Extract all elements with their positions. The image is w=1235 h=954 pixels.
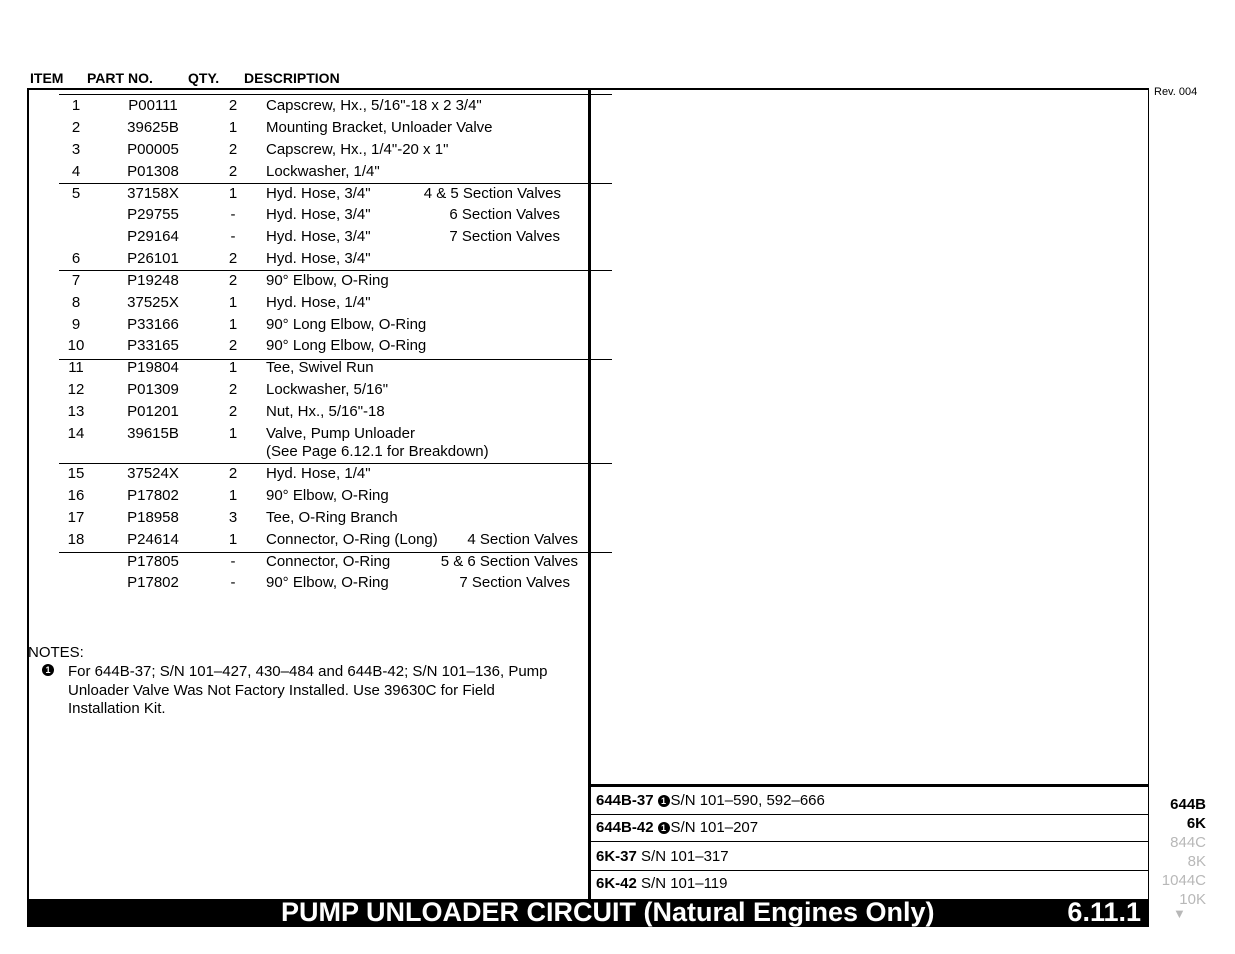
qty-cell: 2 [228, 250, 238, 267]
item-cell: 8 [71, 294, 81, 311]
item-cell: 2 [71, 119, 81, 136]
part-number-cell: P00005 [127, 141, 179, 158]
model-serial-row [591, 814, 1149, 842]
note-marker-icon: 1 [658, 795, 670, 807]
valve-configuration-cell: 4 & 5 Section Valves [423, 185, 561, 202]
qty-cell: 2 [228, 163, 238, 180]
item-cell: 13 [67, 403, 85, 420]
model-index-10k[interactable]: 10K [1179, 891, 1206, 908]
description-cell: 90° Elbow, O-Ring [266, 272, 389, 289]
item-cell: 14 [67, 425, 85, 442]
description-cell: Connector, O-Ring [266, 553, 391, 570]
part-number-cell: P19248 [127, 272, 179, 289]
valve-configuration-cell: 6 Section Valves [449, 206, 560, 223]
description-cell: Connector, O-Ring (Long) [266, 531, 438, 548]
part-number-cell: P01309 [127, 381, 179, 398]
model-serial-line [596, 875, 728, 892]
description-cell: Mounting Bracket, Unloader Valve [266, 119, 493, 136]
item-cell: 1 [71, 97, 81, 114]
row-group-separator [59, 463, 612, 464]
note-marker-icon: 1 [658, 822, 670, 834]
description-cell: Capscrew, Hx., 1/4"-20 x 1" [266, 141, 449, 158]
section-number: 6.11.1 [1067, 897, 1141, 927]
item-cell: 12 [67, 381, 85, 398]
description-cell: Hyd. Hose, 3/4" [266, 185, 371, 202]
qty-cell: - [230, 206, 236, 223]
row-group-separator [59, 183, 612, 184]
part-number-cell: P29164 [127, 228, 179, 245]
parts-list [29, 90, 619, 690]
part-number-cell: P33165 [127, 337, 179, 354]
part-number-cell: P17802 [127, 487, 179, 504]
qty-cell: 2 [228, 141, 238, 158]
column-divider [588, 88, 591, 899]
part-number-cell: P17805 [127, 553, 179, 570]
item-cell: 10 [67, 337, 85, 354]
notes-label: NOTES: [28, 644, 84, 661]
model-serial-line [596, 819, 758, 836]
model-serial-row [591, 843, 1149, 871]
qty-cell: - [230, 574, 236, 591]
part-number-cell: 37525X [127, 294, 179, 311]
model-index-644b[interactable]: 644B [1170, 796, 1206, 813]
qty-cell: 2 [228, 272, 238, 289]
row-group-separator [59, 270, 612, 271]
item-cell: 3 [71, 141, 81, 158]
qty-cell: 1 [228, 294, 238, 311]
qty-cell: 1 [228, 359, 238, 376]
item-column-header: ITEM [30, 70, 64, 86]
item-cell: 6 [71, 250, 81, 267]
item-cell: 15 [67, 465, 85, 482]
part-number-cell: P26101 [127, 250, 179, 267]
part-number-cell: P24614 [127, 531, 179, 548]
item-cell: 17 [67, 509, 85, 526]
description-cell: Hyd. Hose, 1/4" [266, 465, 371, 482]
part-number-cell: P18958 [127, 509, 179, 526]
description-cell: Hyd. Hose, 1/4" [266, 294, 371, 311]
description-cell: Tee, Swivel Run [266, 359, 374, 376]
item-cell: 11 [68, 359, 84, 376]
description-cell: Hyd. Hose, 3/4" [266, 206, 371, 223]
model-index-list [1150, 795, 1206, 909]
note-1-text: For 644B-37; S/N 101–427, 430–484 and 644B-42; S/N 101–136, Pump Unloader Valve Was Not Factory Installed. Use 39630C for Field Installation Kit. [68, 663, 548, 717]
qty-cell: 1 [228, 487, 238, 504]
item-cell: 7 [71, 272, 81, 289]
qty-column-header: QTY. [188, 70, 220, 86]
description-cell: 90° Long Elbow, O-Ring [266, 337, 427, 354]
model-number: 6K-37 [596, 848, 637, 865]
model-serial-row [591, 870, 1149, 897]
qty-cell: 1 [228, 531, 238, 548]
qty-cell: 2 [228, 381, 238, 398]
title-bar [27, 899, 1149, 927]
qty-cell: - [230, 228, 236, 245]
description-continuation: (See Page 6.12.1 for Breakdown) [266, 443, 489, 460]
item-cell: 16 [67, 487, 85, 504]
description-cell: Tee, O-Ring Branch [266, 509, 398, 526]
item-cell: 5 [71, 185, 81, 202]
valve-configuration-cell: 5 & 6 Section Valves [440, 553, 578, 570]
model-serial-line [596, 848, 729, 865]
model-index-844c[interactable]: 844C [1170, 834, 1206, 851]
description-cell: Lockwasher, 5/16" [266, 381, 389, 398]
description-column-header: DESCRIPTION [244, 70, 340, 86]
part-no-column-header: PART NO. [87, 70, 153, 86]
part-number-cell: P01308 [127, 163, 179, 180]
page-title: PUMP UNLOADER CIRCUIT (Natural Engines Only) [281, 897, 935, 927]
item-cell: 9 [71, 316, 81, 333]
item-cell: 18 [67, 531, 85, 548]
description-cell: 90° Long Elbow, O-Ring [266, 316, 427, 333]
model-index-1044c[interactable]: 1044C [1161, 872, 1206, 889]
model-serial-line [596, 792, 825, 809]
description-cell: 90° Elbow, O-Ring [266, 487, 389, 504]
qty-cell: 1 [228, 119, 238, 136]
serial-range: S/N 101–207 [670, 819, 759, 836]
part-number-cell: P17802 [127, 574, 179, 591]
description-cell: Valve, Pump Unloader [266, 425, 415, 442]
description-cell: Capscrew, Hx., 5/16"-18 x 2 3/4" [266, 97, 482, 114]
qty-cell: 2 [228, 97, 238, 114]
revision-label: Rev. 004 [1154, 86, 1198, 98]
qty-cell: 1 [228, 425, 238, 442]
qty-cell: 2 [228, 465, 238, 482]
down-arrow-icon: ▼ [1173, 906, 1186, 921]
part-number-cell: P19804 [127, 359, 179, 376]
model-number: 6K-42 [596, 875, 637, 892]
description-cell: Hyd. Hose, 3/4" [266, 250, 371, 267]
serial-range: S/N 101–119 [641, 875, 728, 892]
model-number: 644B-42 [596, 819, 654, 836]
part-number-cell: 37524X [127, 465, 179, 482]
part-number-cell: P33166 [127, 316, 179, 333]
description-cell: Hyd. Hose, 3/4" [266, 228, 371, 245]
part-number-cell: P00111 [128, 97, 178, 114]
model-number: 644B-37 [596, 792, 654, 809]
part-number-cell: P01201 [127, 403, 179, 420]
serial-range: S/N 101–317 [641, 848, 729, 865]
row-group-separator [59, 94, 612, 95]
model-serial-row [591, 787, 1149, 815]
model-index-6k[interactable]: 6K [1186, 815, 1206, 832]
model-index-8k[interactable]: 8K [1187, 853, 1206, 870]
item-cell: 4 [71, 163, 81, 180]
qty-cell: 3 [228, 509, 238, 526]
part-number-cell: 39625B [127, 119, 179, 136]
note-marker-icon: 1 [42, 664, 54, 676]
qty-cell: - [230, 553, 236, 570]
qty-cell: 2 [228, 403, 238, 420]
part-number-cell: 37158X [127, 185, 179, 202]
part-number-cell: P29755 [127, 206, 179, 223]
description-cell: Nut, Hx., 5/16"-18 [266, 403, 385, 420]
valve-configuration-cell: 4 Section Valves [467, 531, 578, 548]
part-number-cell: 39615B [127, 425, 179, 442]
serial-range: S/N 101–590, 592–666 [670, 792, 825, 809]
qty-cell: 1 [228, 185, 238, 202]
valve-configuration-cell: 7 Section Valves [449, 228, 560, 245]
qty-cell: 1 [228, 316, 238, 333]
description-cell: Lockwasher, 1/4" [266, 163, 380, 180]
model-serial-box [591, 784, 1149, 902]
description-cell: 90° Elbow, O-Ring [266, 574, 389, 591]
qty-cell: 2 [228, 337, 238, 354]
valve-configuration-cell: 7 Section Valves [459, 574, 570, 591]
